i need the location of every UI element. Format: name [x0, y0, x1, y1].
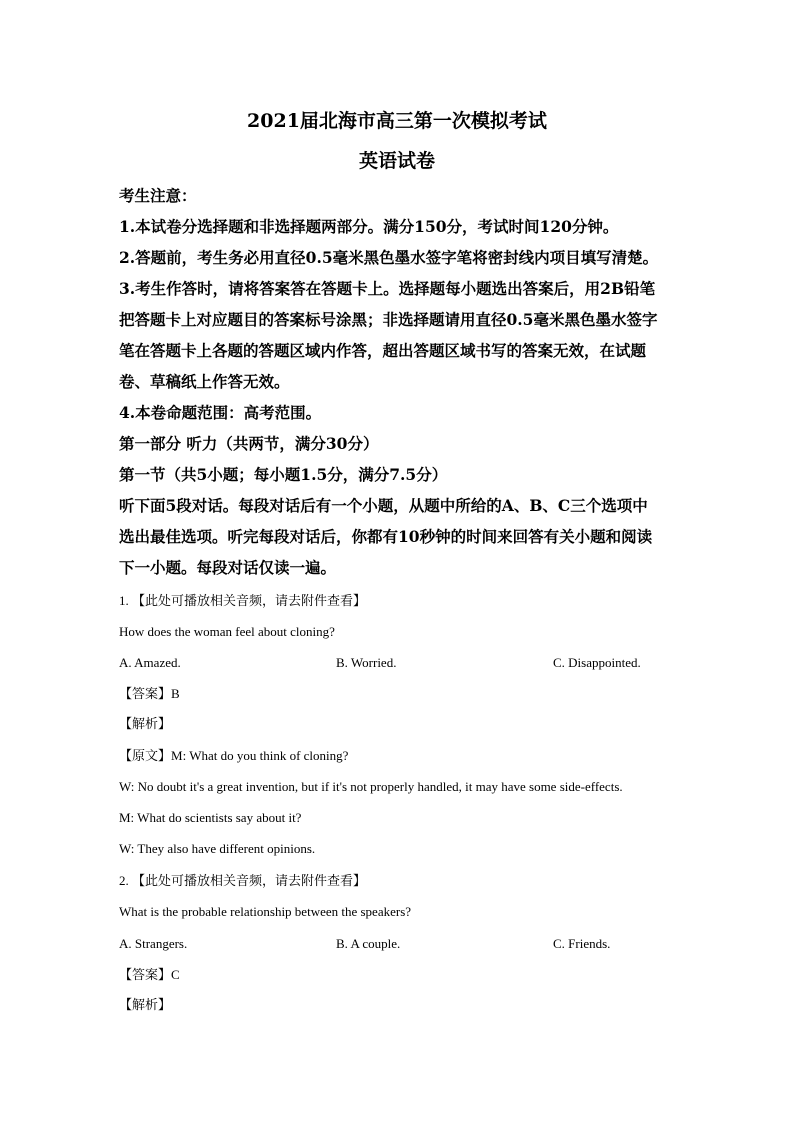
instruction-line: 听下面5段对话。每段对话后有一个小题，从题中所给的A、B、C三个选项中 — [119, 496, 648, 515]
audio-note: 【此处可播放相关音频，请去附件查看】 — [132, 594, 367, 609]
instruction-line: 下一小题。每段对话仅读一遍。 — [119, 558, 337, 577]
section-heading: 第一节（共5小题；每小题1.5分，满分7.5分） — [119, 465, 448, 484]
question-text: How does the woman feel about cloning? — [119, 624, 335, 639]
exam-title: 2021届北海市高三第一次模拟考试 — [247, 110, 547, 132]
answer-value: B — [171, 686, 180, 701]
instruction-line: 选出最佳选项。听完每段对话后，你都有10秒钟的时间来回答有关小题和阅读 — [119, 527, 653, 546]
notice-item: 卷、草稿纸上作答无效。 — [119, 372, 290, 391]
option-a: A. Amazed. — [119, 655, 181, 670]
exam-subtitle: 英语试卷 — [358, 150, 435, 172]
notice-item: 4.本卷命题范围：高考范围。 — [119, 403, 322, 422]
question-number: 2. — [119, 873, 129, 888]
transcript-line: W: No doubt it's a great invention, but if it's not properly handled, it may have some side-effects. — [119, 779, 623, 794]
option-b: B. Worried. — [336, 655, 397, 670]
answer-line — [119, 685, 180, 704]
transcript-line — [119, 747, 348, 766]
question-text: What is the probable relationship between the speakers? — [119, 904, 412, 919]
transcript-line: M: What do scientists say about it? — [119, 810, 302, 825]
answer-value: C — [171, 967, 180, 982]
answer-line — [119, 966, 180, 985]
question-audio-note — [119, 592, 366, 611]
notice-item: 笔在答题卡上各题的答题区域内作答，超出答题区域书写的答案无效，在试题 — [119, 341, 647, 360]
answer-label: 【答案】 — [119, 687, 172, 702]
audio-note: 【此处可播放相关音频，请去附件查看】 — [132, 874, 367, 889]
part-heading: 第一部分 听力（共两节，满分30分） — [119, 434, 379, 453]
notice-item: 把答题卡上对应题目的答案标号涂黑；非选择题请用直径0.5毫米黑色墨水签字 — [119, 310, 658, 329]
notice-item: 2.答题前，考生务必用直径0.5毫米黑色墨水签字笔将密封线内项目填写清楚。 — [119, 248, 659, 267]
analysis-label: 【解析】 — [119, 998, 172, 1013]
analysis-label: 【解析】 — [119, 717, 172, 732]
question-number: 1. — [119, 593, 129, 608]
notice-item: 3.考生作答时，请将答案答在答题卡上。选择题每小题选出答案后，用2B铅笔 — [119, 279, 656, 298]
notice-item: 1.本试卷分选择题和非选择题两部分。满分150分，考试时间120分钟。 — [119, 217, 619, 236]
option-c: C. Disappointed. — [553, 655, 641, 670]
question-audio-note — [119, 872, 366, 891]
notice-heading: 考生注意： — [119, 186, 197, 205]
transcript-label: 【原文】 — [119, 749, 172, 764]
answer-label: 【答案】 — [119, 968, 172, 983]
option-c: C. Friends. — [553, 936, 611, 951]
option-b: B. A couple. — [336, 936, 401, 951]
transcript-line: W: They also have different opinions. — [119, 841, 316, 856]
option-a: A. Strangers. — [119, 936, 188, 951]
transcript-text: M: What do you think of cloning? — [171, 748, 349, 763]
